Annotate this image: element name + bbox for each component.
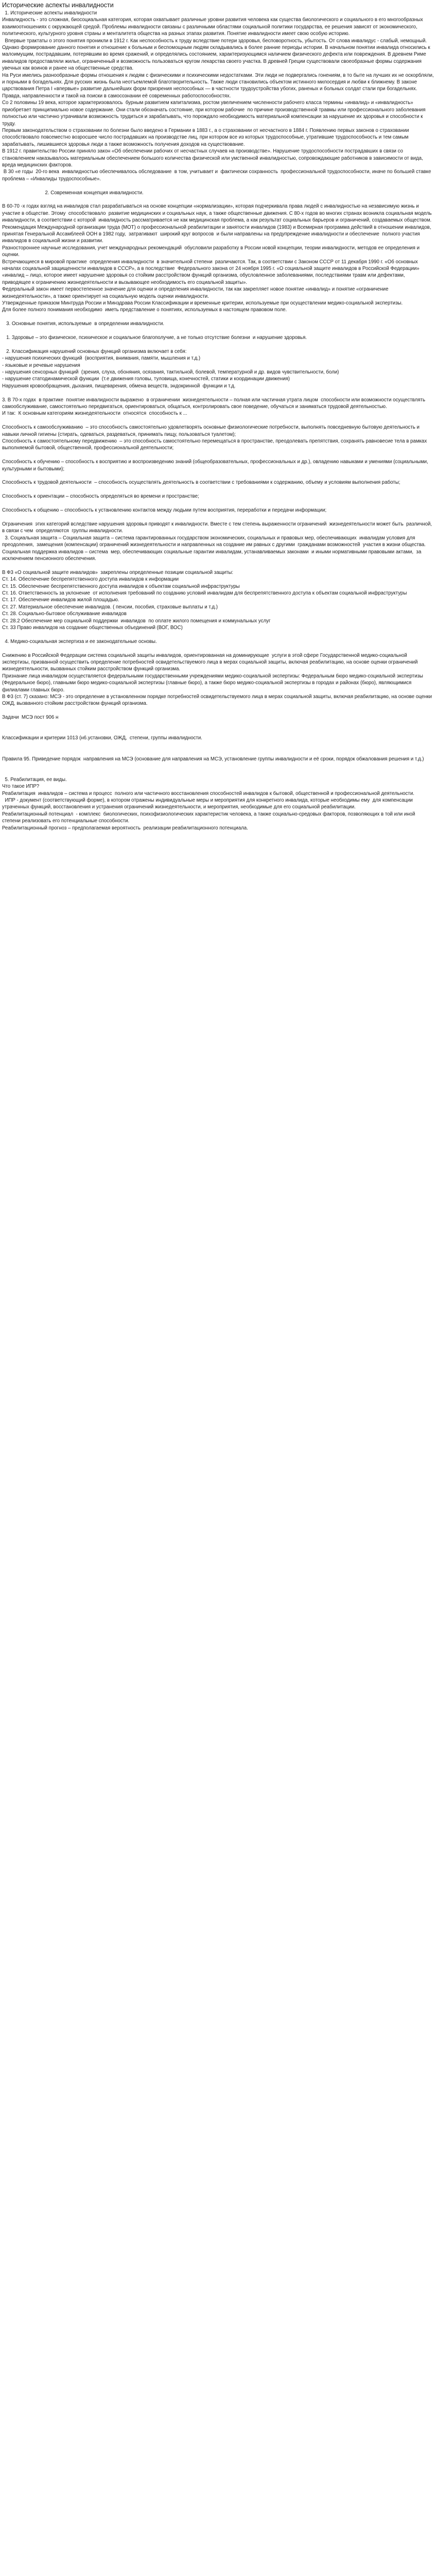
paragraph: 1. Здоровье – это физическое, психическое и социальное благополучие, а не только отсутствие болезни и нарушение здоровья. [2, 335, 307, 341]
blank-line [2, 196, 434, 203]
paragraph: Инвалидность - это сложная, биосоциальная категория, которая охватывает различные уровни развития человека как существа биологического и социального в его многообразных взаимоотношениях с окружающей средой. Проблемы инвалидности связаны с различными областями социальной политики государства, ее решения зависят от экономического, политического, культурного уровня страны и менталитета общества на разных этапах развития. Понятие инвалидности имеет свою особую историю. [2, 17, 425, 37]
paragraph: Ст. 17. Обеспечение инвалидов жилой площадью. [2, 597, 119, 603]
paragraph: Способность к самообслуживанию – это способность самостоятельно удовлетворять основные физиологические потребности, выполнять повседневную бытовую деятельность и навыки личной гигиены (стирать, одеваться, раздеваться, принимать пищу, пользоваться туалетом); [2, 425, 421, 437]
paragraph: Для более полного понимания необходимо иметь представление о понятиях, используемых в настоящем правовом поле. [2, 307, 287, 313]
paragraph: Реабилитационный потенциал - комплекс биологических, психофизиологических характеристик человека, а также социально-средовых факторов, позволяющих в той или иной степени реализовать его потенциальные способности. [2, 811, 417, 824]
paragraph: Реабилитационный прогноз – предполагаемая вероятность реализации реабилитационного потенциала. [2, 825, 248, 831]
blank-line [2, 472, 434, 479]
paragraph: Федеральный закон имеет первостепенное значение для оценки и определения инвалидности, так как закрепляет новое понятие «инвалид» и понятие «ограничение жизнедеятельности», а также ориентирует на социальную модель оценки инвалидности. [2, 286, 390, 299]
paragraph: Первым законодательством о страховании по болезни было введено в Германии в 1883 г., а о страховании от несчастного в 1884 г. Появлению первых законов о страховании способствовало повсеместно возросшее число пострадавших на производстве лиц, при котором все из которых трудоспособные, утратившие трудоспособность и тем самым зарабатывать, лишившиеся здоровья люди а также возможность получения доходов на существование. [2, 127, 411, 147]
blank-line [2, 314, 434, 320]
paragraph: Снижению в Российской Федерации система социальной защиты инвалидов, ориентированная на доминирующие услуги в этой сфере Государственной медико-социальной экспертизы, призванной осуществить определение потребностей освидетельствуемого лица в мерах социальной защиты, включая реабилитацию, на основе оценки ограничений жизнедеятельности, вызванных стойким расстройством функций организма. [2, 652, 420, 672]
paragraph: Нарушения кровообращения, дыхания, пищеварения, обмена веществ, эндокринной функции и т.д. [2, 383, 236, 389]
paragraph: ИПР - документ (соответствующий форме), в котором отражены индивидуальные меры и мероприятия для конкретного инвалида, которые необходимы ему для компенсации утраченных функций, восстановления и устранения ограничений жизнедеятельности, и мероприятия, необходимые для его социальной реабилитации. [2, 797, 414, 810]
blank-line [2, 452, 434, 459]
paragraph: Правила 95. Приведение порядок направления на МСЭ (основание для направления на МСЭ, установление группы инвалидности и её сроки, порядок обжалования решения и т.д.) [2, 756, 424, 762]
paragraph: 3. Социальная защита – Социальная защита – система гарантированных государством экономических, социальных и правовых мер, обеспечивающих инвалидам условия для преодоления, замещения (компенсации) ограничений жизнедеятельности и направленных на создание им равных с другими гражданами возможностей участия в жизни общества. [2, 535, 426, 548]
paragraph: Что такое ИПР? [2, 784, 40, 790]
paragraph: - нарушения сенсорных функций (зрения, слуха, обоняния, осязания, тактильной, болевой, температурной и др. видов чувствительности, боли) [2, 369, 339, 376]
paragraph: - нарушение статодинамической функции (т.е движения головы, туловища, конечностей, статики и координации движения) [2, 376, 290, 382]
paragraph: Ст. 14. Обеспечение беспрепятственного доступа инвалидов к информации [2, 577, 179, 583]
paragraph: В 1912 г. правительство России приняло закон «Об обеспечении рабочих от несчастных случаев на производстве». Нарушение трудоспособности пострадавших в связи со становлением наказывалось материальным обеспечением большого количества физической или умственной инвалидностью, сопровождающие работников в зависимости от вида, вреда медицинских факторов. [2, 148, 425, 168]
paragraph: Впервые трактаты о этого понятия проникли в 1912 г. Как неспособность к труду вследствие потери здоровья, бесповоротность, убытость. От слова инвалидус - слабый, немощный. Однако формирование данного понятия и отношение к больным и беспомощным людям складывались в более ранние периоды истории. В начальном понятии инвалида относились к малоимущим, пострадавшим, потерявшим во время сражений, и определялись состоянием, характеризующимся наличием физического дефекта или повреждения. В древнем Риме инвалидов предоставляли жилье, ограниченный и возможность пользоваться кругом лекарства своего участка. В древней Греции существовали своеобразные формы содержания увечных как воинов и ранее на общественные средства. [2, 38, 432, 72]
blank-line [2, 749, 434, 755]
paragraph: Социальная поддержка инвалидов – система мер, обеспечивающих социальные гарантии инвалидам, устанавливаемых законами и иными нормативными правовыми актами, за исключением пенсионного обеспечения. [2, 549, 423, 562]
paragraph: Реабилитация инвалидов – система и процесс полного или частичного восстановления способностей инвалидов к бытовой, общественной и профессиональной деятельности. [2, 790, 414, 796]
paragraph: Ст. 27. Материальное обеспечение инвалидов. ( пенсии, пособия, страховые выплаты и т.д.) [2, 604, 218, 610]
paragraph: 2. Современная концепция инвалидности. [2, 190, 144, 196]
blank-line [2, 631, 434, 638]
paragraph: Ст. 16. Ответственность за уклонение от исполнения требований по созданию условий инвалидам для беспрепятственного доступа к объектам социальной инфраструктуры [2, 590, 407, 596]
paragraph: 3. В 70-х годах в практике понятие инвалидности выражено в ограничении жизнедеятельности – полная или частичная утрата лицом способности или возможности осуществлять самообслуживание, самостоятельно передвигаться, ориентироваться, общаться, контролировать свое поведение, обучаться и заниматься трудовой деятельностью. [2, 397, 427, 410]
paragraph: Утвержденные приказом Минтруда России и Минздрава России Классификации и временные критерии, используемые при осуществлении медико-социальной экспертизы. [2, 300, 403, 307]
paragraph: Способность к самостоятельному передвижению – это способность самостоятельно перемещаться в пространстве, преодолевать препятствия, сохранять равновесие тела в рамках выполняемой бытовой, общественной, профессиональной деятельности; [2, 438, 428, 451]
paragraph: В 30 «е годы 20-го века инвалидностью обеспечивалось обследование в том, учитывает и фактически сохранность профессиональной трудоспособности, иначе по большей ставке проблема – «Инвалиды трудоспособные». [2, 169, 433, 182]
paragraph: 2. Классификация нарушений основных функций организма включает в себя: [2, 348, 187, 354]
blank-line [2, 500, 434, 507]
paragraph: 3. Основные понятия, используемые в определении инвалидности. [2, 321, 165, 327]
paragraph: Ст. 28.2 Обеспечение мер социальной поддержки инвалидов по оплате жилого помещения и коммунальных услуг [2, 618, 271, 624]
paragraph: Встречающиеся в мировой практике определения инвалидности в значительной степени различаются. Так, в соответствии с Законом СССР от 11 декабря 1990 г. «Об основных началах социальной защищенности инвалидов в СССР», а в последствие Федерального закона от 24 ноября 1995 г. «О социальной защите инвалидов в Российской Федерации» «инвалид – лицо, которое имеет нарушение здоровья со стойким расстройством функций организма, обусловленное заболеваниями, последствиями травм или дефектами, приводящее к ограничению жизнедеятельности и вызывающее необходимость его социальной защиты». [2, 259, 423, 285]
paragraph: Разностороннее научные исследования, учет международных рекомендаций обусловили разработку в России новой концепции, теории инвалидности, методов ее определения и оценки. [2, 245, 421, 258]
blank-line [2, 562, 434, 569]
paragraph: Ст. 28. Социально-бытовое обслуживание инвалидов [2, 611, 127, 617]
paragraph: - языковые и речевые нарушения [2, 362, 80, 368]
blank-line [2, 182, 434, 189]
blank-line [2, 328, 434, 334]
blank-line [2, 341, 434, 348]
document-title: Исторические аспекты инвалидности [2, 2, 114, 9]
paragraph: Правда, направленности и такой на поиски в самосознании её современных работоспособностях. [2, 93, 231, 99]
paragraph: Со 2 половины 19 века, которое характеризовалось бурным развитием капитализма, ростом увеличением численности рабочего класса термины «инвалид» и «инвалидность» приобретает принципиально новое содержание. Они стали обозначать состояние, при котором рабочие по причине производственной травмы или профессионального заболевания полностью или частично утрачивали возможность трудиться и зарабатывать, что порождало необходимость материальной компенсации за нарушение их здоровья и способности к труду. [2, 100, 427, 127]
blank-line [2, 486, 434, 493]
blank-line [2, 514, 434, 520]
blank-line [2, 742, 434, 749]
blank-line [2, 721, 434, 728]
paragraph: Признание лица инвалидом осуществляется федеральными государственными учреждениями медико-социальной экспертизы: Федеральным бюро медико-социальной экспертизы (Федеральное бюро), главными бюро медико-социальной экспертизы (главные бюро), а также бюро медико-социальной экспертизы в городах и районах (бюро), являющимися филиалами главных бюро. [2, 673, 425, 693]
blank-line [2, 645, 434, 652]
blank-line [2, 707, 434, 714]
paragraph: Ст. 33 Право инвалидов на создание общественных объединений (ВОГ, ВОС) [2, 624, 183, 631]
blank-line [2, 769, 434, 776]
blank-line [2, 417, 434, 424]
paragraph: Способность к общению – способность к установлению контактов между людьми путем восприятия, переработки и передачи информации; [2, 507, 327, 514]
paragraph: Способность к ориентации – способность определяться во времени и пространстве; [2, 494, 199, 500]
paragraph: 5. Реабилитация, ее виды. [2, 776, 67, 783]
blank-line [2, 762, 434, 769]
paragraph: - нарушения психических функций (восприятия, внимания, памяти, мышления и т.д.) [2, 355, 201, 362]
paragraph: В 60-70 -х годах взгляд на инвалидов стал разрабатываться на основе концепции «нормализации», которая подчеркивала права людей с инвалидностью на независимую жизнь и участие в обществе. Этому способствовало развитие медицинских и социальных наук, а также общественные движения. С 80-х годов во многих странах возникла социальная модель инвалидности, в соответствии с которой инвалидность рассматривается не как медицинская проблема, а как результат социальных барьеров и ограничений, создаваемых обществом. [2, 204, 434, 224]
paragraph: И так: К основным категориям жизнедеятельности относятся способность к ... [2, 411, 187, 417]
paragraph: 4. Медико-социальная экспертиза и ее законодательные основы. [2, 638, 157, 645]
paragraph: Ограничения этих категорий вследствие нарушения здоровья приводят к инвалидности. Вместе с тем степень выраженности ограничений жизнедеятельности может быть различной, в связи с чем определяются группы инвалидности. [2, 521, 433, 534]
paragraph: В Ф3 (ст. 7) сказано: МСЭ - это определение в установленном порядке потребностей освидетельствуемого лица в мерах социальной защиты, включая реабилитацию, на основе оценки ОЖД, вызванного стойким расстройством функций организма. [2, 693, 433, 707]
document-body [2, 10, 434, 832]
paragraph: 1. Исторические аспекты инвалидности [2, 10, 97, 16]
paragraph: Способность к трудовой деятельности – способность осуществлять деятельность в соответствии с требованиями к содержанию, объему и условиям выполнения работы; [2, 480, 400, 486]
paragraph: Способность к обучению – способность к восприятию и воспроизведению знаний (общеобразовательных, профессиональных и др.), овладению навыками и умениями (социальными, культурными и бытовыми); [2, 459, 430, 472]
paragraph: На Руси имелись разнообразные формы отношения к людям с физическими и психическими недостатками. Эти люди не подвергались гонениям, в то быте на лучших их не оскорбляли, и порными в богадельнях. Для русских жизнь была неотъемлемой благотворительность. Также люди становились объектом истинного милосердия и любви к ближнему. В законе царствования Петра I «впервые» развитие дальнейших форм призрения неспособных — в частности трудоустройства убогих, раненых и больных солдат стали при богадельнях. [2, 72, 435, 92]
paragraph: Ст. 15. Обеспечение беспрепятственного доступа инвалидов к объектам социальной инфраструктуры [2, 583, 240, 589]
paragraph: В Ф3 «О социальной защите инвалидов» закреплены определенные позиции социальной защиты: [2, 569, 234, 575]
paragraph: Рекомендация Международной организации труда (МОТ) о профессиональной реабилитации и занятости инвалидов (1983) и Всемирная программа действий в отношении инвалидов, принятая Генеральной Ассамблеей ООН в 1982 году, затрагивают широкий круг вопросов и были направлены на предупреждение инвалидности и обеспечение полного участия инвалидов в социальной жизни и развитии. [2, 224, 434, 244]
blank-line [2, 389, 434, 396]
paragraph: Классификации и критерии 1013 (н6.установки, ОЖД, степени, группы инвалидности. [2, 735, 202, 741]
blank-line [2, 728, 434, 735]
paragraph: Задачи МСЭ пост 906 н [2, 715, 59, 721]
